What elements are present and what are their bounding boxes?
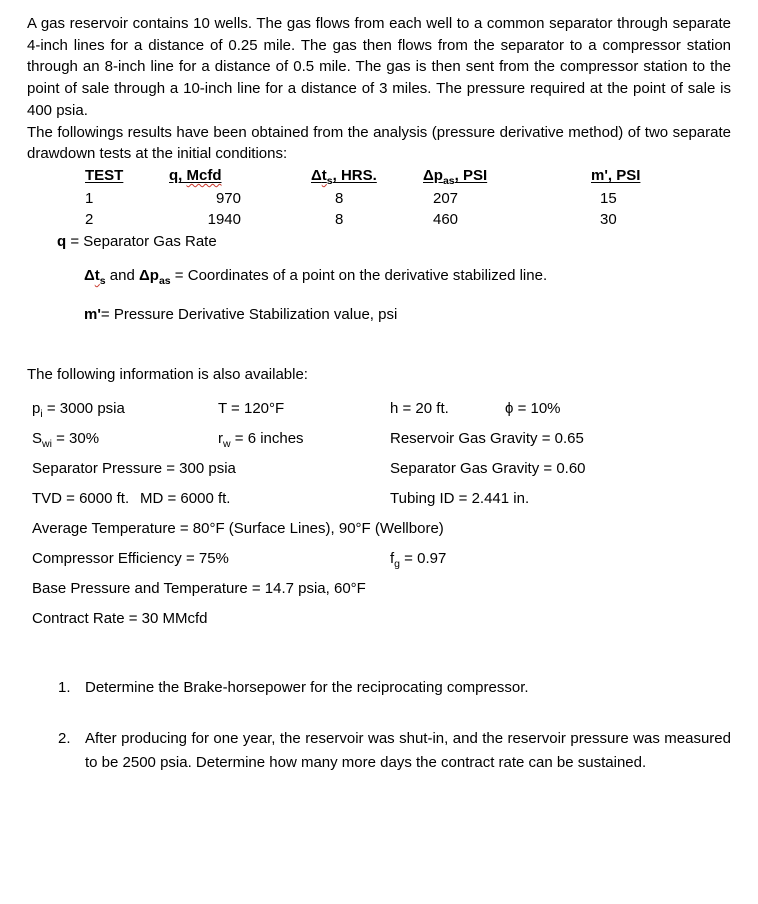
cell-dts: 8 — [335, 210, 344, 228]
info-average-temperature: Average Temperature = 80°F (Surface Lines), 90°F (Wellbore) — [32, 519, 444, 537]
cell-test: 1 — [85, 189, 94, 207]
info-line — [32, 604, 731, 634]
cell-q: 1940 — [207, 210, 241, 228]
info-temperature: T = 120°F — [218, 399, 285, 417]
col-header-test: TEST — [85, 166, 124, 184]
col-header-mprime-psi: m', PSI — [591, 166, 641, 184]
table-row — [85, 188, 731, 209]
info-line — [32, 424, 731, 454]
cell-dpas: 207 — [433, 189, 459, 207]
table-row — [85, 209, 731, 230]
info-porosity: ϕ = 10% — [505, 399, 561, 417]
info-initial-pressure: $p_i = 3000$ psia — [32, 399, 125, 420]
info-base-pressure-temperature: Base Pressure and Temperature = 14.7 psia, 60°F — [32, 579, 366, 597]
info-tvd: TVD = 6000 ft. — [32, 489, 130, 507]
info-line — [32, 394, 731, 424]
info-line — [32, 574, 731, 604]
intro-paragraph: A gas reservoir contains 10 wells. The gas flows from each well to a common separator through separate 4-inch lines for a distance of 0.25 mile. The gas then flows from the separator to a compressor station through an 8-inch line for a distance of 0.5 mile. The gas is then sent from the compressor station to the point of sale through a 10-inch line for a distance of 3 miles. The pressure required at the point of sale is 400 psia. — [27, 15, 731, 119]
question-number: 1. — [58, 678, 71, 696]
cell-dts: 8 — [335, 189, 344, 207]
note-dts-dpas-definition: $\Delta t_s$ and $\Delta p_{as}$ = Coordinates of a point on the derivative stabilized line. — [84, 266, 548, 287]
info-reservoir-gas-gravity: Reservoir Gas Gravity = 0.65 — [390, 429, 584, 447]
info-separator-gas-gravity: Separator Gas Gravity = 0.60 — [390, 459, 586, 477]
cell-mprime: 15 — [600, 189, 617, 207]
question-item-2 — [27, 727, 731, 774]
info-water-saturation: $S_{wi} = 30\%$ — [32, 429, 100, 450]
note-q-definition: q = Separator Gas Rate — [57, 232, 217, 250]
info-md: MD = 6000 ft. — [140, 489, 231, 507]
info-line — [32, 514, 731, 544]
col-header-dpas-psi: $\Delta p_{as}$, PSI — [423, 166, 488, 187]
question-text: Determine the Brake-horsepower for the reciprocating compressor. — [85, 678, 529, 696]
question-number: 2. — [58, 730, 71, 748]
info-wellbore-radius: $r_w = 6$ inches — [218, 429, 304, 450]
questions-list — [27, 676, 731, 775]
cell-test: 2 — [85, 210, 94, 228]
col-header-dts-hrs: $\Delta t_s$, HRS. — [311, 166, 377, 187]
info-thickness: h = 20 ft. — [390, 399, 449, 417]
info-line — [32, 544, 731, 574]
info-separator-pressure: Separator Pressure = 300 psia — [32, 459, 236, 477]
drawdown-tests-table — [85, 165, 731, 230]
table-header-row — [85, 165, 731, 186]
info-contract-rate: Contract Rate = 30 MMcfd — [32, 609, 208, 627]
question-item-1 — [27, 676, 731, 700]
info-compressor-efficiency: Compressor Efficiency = 75% — [32, 549, 229, 567]
cell-mprime: 30 — [600, 210, 617, 228]
info-line — [32, 454, 731, 484]
cell-q: 970 — [215, 189, 241, 207]
cell-dpas: 460 — [433, 210, 459, 228]
col-header-q-mcfd: q, Mcfd — [169, 166, 222, 184]
tests-intro-paragraph: The followings results have been obtained from the analysis (pressure derivative method) of two separate drawdown tests at the initial conditions: — [27, 123, 731, 163]
info-line — [32, 484, 731, 514]
info-fg: $f_g = 0.97$ — [390, 549, 447, 570]
info-section-header: The following information is also available: — [27, 365, 308, 383]
info-section — [32, 394, 731, 634]
info-tubing-id: Tubing ID = 2.441 in. — [390, 489, 530, 507]
question-text: After producing for one year, the reservoir was shut-in, and the reservoir pressure was measured to be 2500 psia. Determine how many more days the contract rate can be sustained. — [85, 730, 731, 771]
note-mprime-definition: m'= Pressure Derivative Stabilization value, psi — [84, 305, 398, 323]
